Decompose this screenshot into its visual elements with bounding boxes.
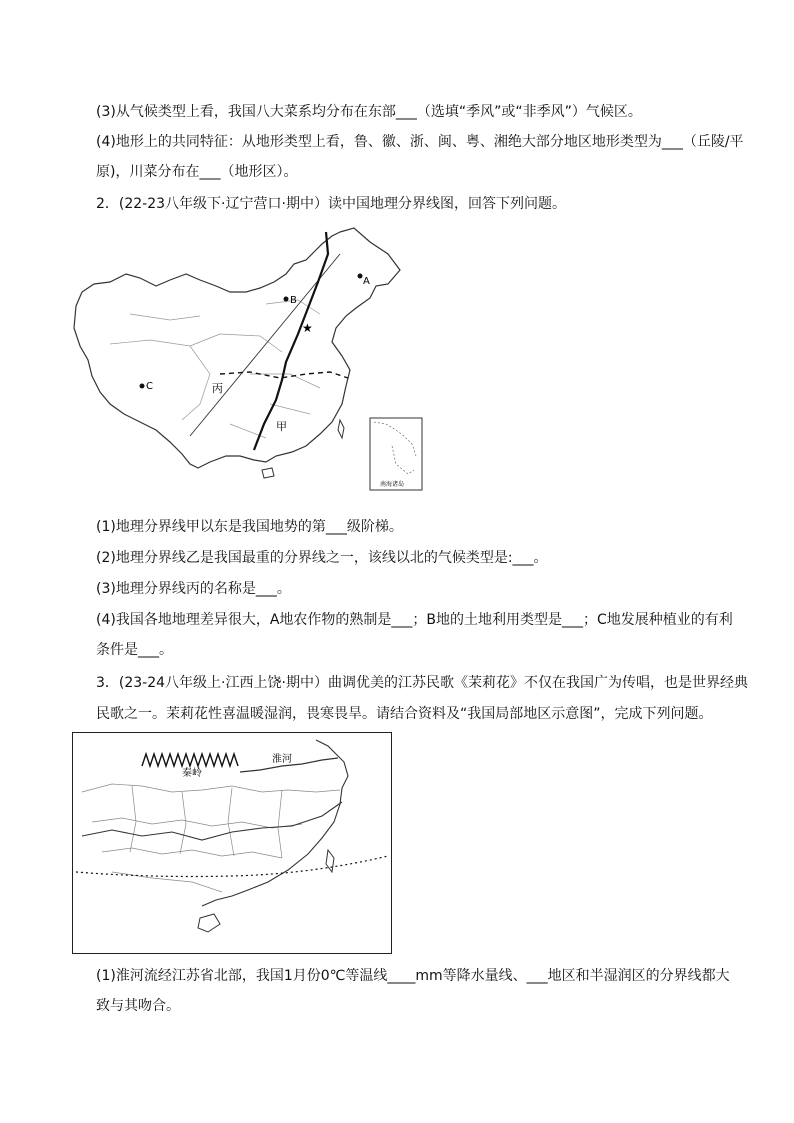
inset-caption: 南海诸岛 bbox=[380, 481, 405, 488]
capital-star-icon: ★ bbox=[302, 321, 313, 335]
taiwan-island bbox=[338, 420, 344, 438]
regional-map bbox=[72, 732, 392, 954]
q2-part2: (2)地理分界线乙是我国最重的分界线之一，该线以北的气候类型是:___。 bbox=[96, 550, 548, 566]
q3-header-line2: 民歌之一。茉莉花性喜温暖湿润，畏寒畏旱。请结合资料及“我国局部地区示意图”，完成下列问题。 bbox=[96, 706, 713, 722]
regional-map-svg bbox=[72, 732, 392, 954]
q3-header-line1: 3．(23-24八年级上·江西上饶·期中）曲调优美的江苏民歌《茉莉花》不仅在我国广为传唱，也是世界经典 bbox=[96, 675, 748, 691]
q2-part4-line1: (4)我国各地地理差异很大，A地农作物的熟制是___；B地的土地利用类型是___；C地发展种植业的有利 bbox=[96, 612, 733, 628]
china-boundary-map bbox=[70, 224, 424, 494]
hainan-island bbox=[262, 468, 274, 478]
q2-part3: (3)地理分界线丙的名称是___。 bbox=[96, 581, 291, 597]
q1-part3: (3)从气候类型上看，我国八大菜系均分布在东部___（选填“季风”或“非季风”）气候区。 bbox=[96, 104, 642, 120]
q3-part1-line2: 致与其吻合。 bbox=[96, 998, 180, 1014]
label-a: A bbox=[363, 276, 370, 287]
boundary-line-jia bbox=[254, 232, 328, 450]
label-bing: 丙 bbox=[212, 382, 223, 395]
south-china-sea-inset bbox=[370, 418, 422, 490]
china-boundary-map-svg bbox=[70, 224, 424, 494]
label-c: C bbox=[146, 381, 153, 392]
label-jia: 甲 bbox=[276, 420, 287, 433]
label-huaihe: 淮河 bbox=[272, 754, 292, 765]
q1-part4-line1: (4)地形上的共同特征：从地形类型上看，鲁、徽、浙、闽、粤、湘绝大部分地区地形类型为___（丘陵/平 bbox=[96, 134, 744, 150]
point-b-marker bbox=[284, 297, 289, 302]
province-lines bbox=[110, 300, 320, 438]
q2-part1: (1)地理分界线甲以东是我国地势的第___级阶梯。 bbox=[96, 519, 403, 535]
label-b: B bbox=[290, 295, 297, 306]
q2-part4-line2: 条件是___。 bbox=[96, 642, 173, 658]
q1-part4-line2: 原)，川菜分布在___（地形区）。 bbox=[96, 164, 298, 180]
point-c-marker bbox=[140, 384, 145, 389]
q2-header: 2．(22-23八年级下·辽宁营口·期中）读中国地理分界线图，回答下列问题。 bbox=[96, 196, 566, 212]
china-outline bbox=[74, 228, 400, 468]
q3-part1-line1: (1)淮河流经江苏省北部，我国1月份0℃等温线____mm等降水量线、___地区和半湿润区的分界线都大 bbox=[96, 968, 730, 984]
point-a-marker bbox=[358, 274, 363, 279]
label-qinling: 秦岭 bbox=[182, 768, 202, 779]
